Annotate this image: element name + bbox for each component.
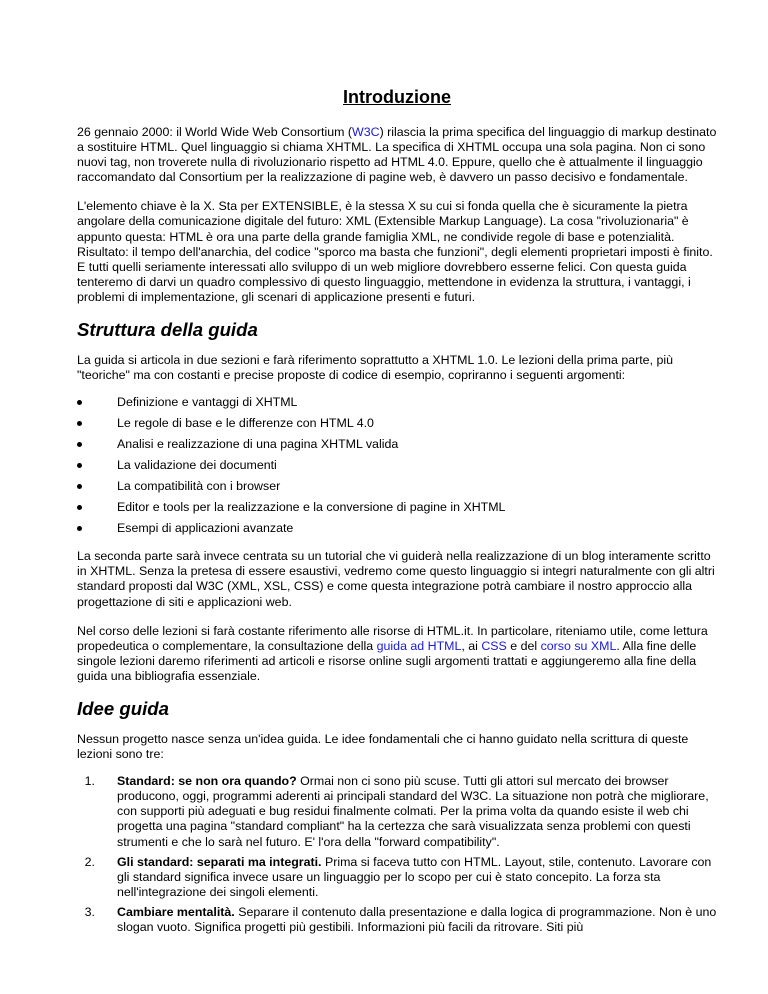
list-item-text: Le regole di base e le differenze con HTML 4.0 [117,416,374,431]
list-item-text: Analisi e realizzazione di una pagina XHTML valida [117,437,399,452]
struttura-intro: La guida si articola in due sezioni e farà riferimento soprattutto a XHTML 1.0. Le lezioni della prima parte, più "teoriche" ma con costanti e precise proposte di codice di esempio, copriranno i seguenti argomenti: [77,353,673,383]
list-item [77,479,717,494]
bullet-icon [77,526,82,531]
item-number: 3. [84,904,95,919]
list-item-text: Esempi di applicazioni avanzate [117,521,294,536]
intro-paragraph-1 [77,125,717,185]
bullet-icon [77,400,82,405]
list-item [77,395,717,410]
intro-text-after: ) rilascia la prima specifica del linguaggio di markup destinato a sostituire HTML. Quel linguaggio si chiama XHTML. La specifica di XHTML occupa una sola pagina. Non ci sono nuovi tag, non troverete nulla di rivoluzionario rispetto ad HTML 4.0. Eppure, quello che è attualmente il linguaggio raccomandato dal Consortium per la realizzazione di pagine web, è davvero un passo decisivo e fondamentale. [77,125,717,185]
item-text: Ormai non ci sono più scuse. Tutti gli attori sul mercato dei browser producono, oggi, programmi aderenti ai principali standard del W3C. La situazione non potrà che migliorare, con supporti più adeguati e bug residui finalmente colmati. Per la prima volta da quando esiste il web chi progetta una pagina "standard compliant" ha la certezza che sarà visualizzata senza problemi con questi strumenti e che lo sarà nel futuro. E' l'ora della "forward compatibility". [117,774,709,849]
item-text: Separare il contenuto dalla presentazione e dalla logica di programmazione. Non è uno slogan vuoto. Significa progetti più gestibili. Informazioni più facili da ritrovare. Siti più [117,904,717,934]
item-bold-title: Gli standard: separati ma integrati. [117,854,322,869]
list-item-text: La validazione dei documenti [117,458,277,473]
list-item [77,500,717,515]
references-text-3: e del [506,638,541,653]
struttura-references [77,624,717,684]
css-link[interactable]: CSS [481,638,507,653]
references-text-4: . Alla fine delle singole lezioni daremo riferimenti ad articoli e risorse online sugli argomenti trattati e aggiungeremo alla fine della guida una bibliografia essenziale. [77,638,697,683]
topics-list [77,395,717,536]
list-item [77,855,717,900]
bullet-icon [77,484,82,489]
list-item [77,416,717,431]
list-item [77,905,717,935]
page-title: Introduzione [343,87,451,107]
item-text: Prima si faceva tutto con HTML. Layout, stile, contenuto. Lavorare con gli standard significa invece usare un linguaggio per lo scopo per cui è stato concepito. La forza sta nell'integrazione dei singoli elementi. [117,854,712,899]
section-heading-idee: Idee guida [77,697,169,719]
item-bold-title: Standard: se non ora quando? [117,774,297,789]
struttura-second-part: La seconda parte sarà invece centrata su un tutorial che vi guiderà nella realizzazione di un blog interamente scritto in XHTML. Senza la pretesa di essere esaustivi, vedremo come questo linguaggio si integri naturalmente con gli altri standard proposti dal W3C (XML, XSL, CSS) e come questa integrazione potrà cambiare il nostro approccio alla progettazione di siti e applicazioni web. [77,549,715,609]
list-item [77,774,717,849]
references-text-2: , ai [461,638,482,653]
w3c-link[interactable]: W3C [352,125,380,139]
list-item [77,437,717,452]
intro-paragraph-2: L'elemento chiave è la X. Sta per EXTENSIBLE, è la stessa X su cui si fonda quella che è sicuramente la pietra angolare della comunicazione digitale del futuro: XML (Extensible Markup Language). La cosa "rivoluzionaria" è appunto questa: HTML è ora una parte della grande famiglia XML, ne condivide regole di base e potenzialità. Risultato: il tempo dell'anarchia, del codice "sporco ma basta che funzioni", degli elementi proprietari imposti è finito. E tutti quelli seriamente interessati allo sviluppo di un web migliore dovrebbero esserne felici. Con questa guida tenteremo di darvi un quadro complessivo di questo linguaggio, mettendone in evidenza la struttura, i vantaggi, i problemi di implementazione, gli scenari di applicazione presenti e futuri. [77,199,713,304]
bullet-icon [77,421,82,426]
bullet-icon [77,463,82,468]
guida-html-link[interactable]: guida ad HTML [376,638,462,653]
section-heading-struttura: Struttura della guida [77,319,258,341]
list-item [77,458,717,473]
idee-intro: Nessun progetto nasce senza un'idea guida. Le idee fondamentali che ci hanno guidato nella scrittura di queste lezioni sono tre: [77,731,689,762]
item-number: 1. [84,774,95,789]
intro-text-before: 26 gennaio 2000: il World Wide Web Consortium ( [77,125,353,139]
item-bold-title: Cambiare mentalità. [117,904,235,919]
corso-xml-link[interactable]: corso su XML [540,638,617,653]
list-item-text: La compatibilità con i browser [117,479,281,494]
item-number: 2. [84,854,95,869]
list-item-text: Editor e tools per la realizzazione e la conversione di pagine in XHTML [117,500,506,515]
ideas-list [77,774,717,935]
references-text-1: Nel corso delle lezioni si farà costante riferimento alle risorse di HTML.it. In particolare, riteniamo utile, come lettura propedeutica o complementare, la consultazione della [77,623,708,653]
list-item [77,521,717,536]
list-item-text: Definizione e vantaggi di XHTML [117,395,298,410]
bullet-icon [77,442,82,447]
document-page [77,86,717,940]
bullet-icon [77,505,82,510]
